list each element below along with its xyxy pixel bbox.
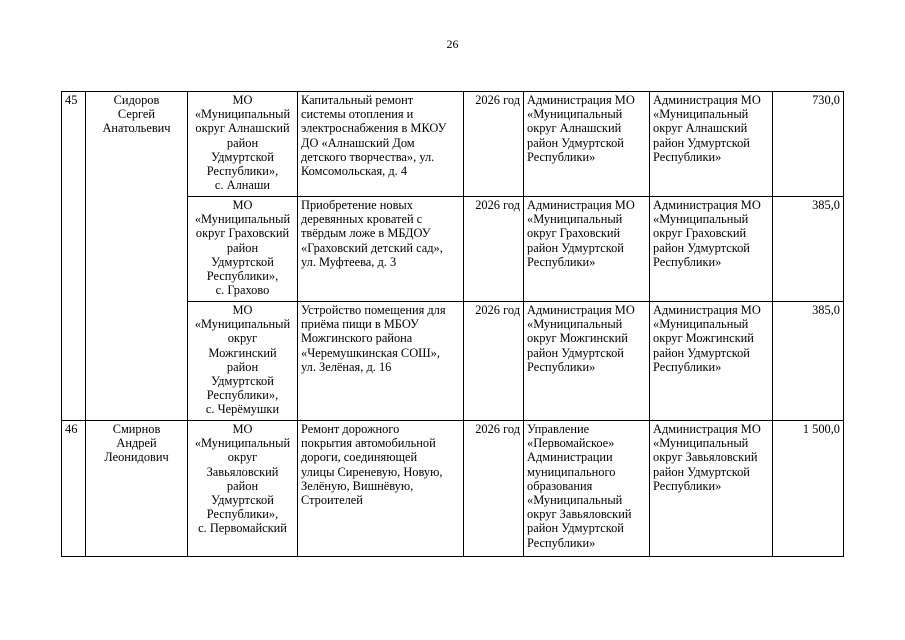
year-cell: 2026 год: [464, 92, 524, 197]
page-number: 26: [446, 37, 459, 51]
cost-cell: 1 500,0: [773, 421, 844, 557]
municipality-cell: МО «Муниципальный округ Алнашский район Удмуртской Республики», с. Алнаши: [188, 92, 298, 197]
year-cell: 2026 год: [464, 302, 524, 421]
customer-cell: Администрация МО «Муниципальный округ Алнашский район Удмуртской Республики»: [524, 92, 650, 197]
budget-table: [61, 91, 844, 557]
table-row: [62, 421, 844, 557]
deputy-name: Сидоров Сергей Анатольевич: [86, 92, 188, 421]
deputy-name: Смирнов Андрей Леонидович: [86, 421, 188, 557]
year-cell: 2026 год: [464, 197, 524, 302]
cost-cell: 385,0: [773, 197, 844, 302]
executor-cell: Администрация МО «Муниципальный округ Завьяловский район Удмуртской Республики»: [650, 421, 773, 557]
executor-cell: Администрация МО «Муниципальный округ Алнашский район Удмуртской Республики»: [650, 92, 773, 197]
cost-cell: 385,0: [773, 302, 844, 421]
work-description: Приобретение новых деревянных кроватей с твёрдым ложе в МБДОУ «Граховский детский сад», ул. Муфтеева, д. 3: [298, 197, 464, 302]
customer-cell: Управление «Первомайское» Администрации муниципального образования «Муниципальный округ Завьяловский район Удмуртской Республики»: [524, 421, 650, 557]
year-cell: 2026 год: [464, 421, 524, 557]
municipality-cell: МО «Муниципальный округ Граховский район Удмуртской Республики», с. Грахово: [188, 197, 298, 302]
municipality-cell: МО «Муниципальный округ Завьяловский район Удмуртской Республики», с. Первомайский: [188, 421, 298, 557]
executor-cell: Администрация МО «Муниципальный округ Граховский район Удмуртской Республики»: [650, 197, 773, 302]
customer-cell: Администрация МО «Муниципальный округ Граховский район Удмуртской Республики»: [524, 197, 650, 302]
table-row: [62, 92, 844, 197]
municipality-cell: МО «Муниципальный округ Можгинский район Удмуртской Республики», с. Черёмушки: [188, 302, 298, 421]
work-description: Устройство помещения для приёма пищи в МБОУ Можгинского района «Черемушкинская СОШ», ул. Зелёная, д. 16: [298, 302, 464, 421]
row-number: 46: [62, 421, 86, 557]
work-description: Капитальный ремонт системы отопления и электроснабжения в МКОУ ДО «Алнашский Дом детского творчества», ул. Комсомольская, д. 4: [298, 92, 464, 197]
row-number: 45: [62, 92, 86, 421]
cost-cell: 730,0: [773, 92, 844, 197]
executor-cell: Администрация МО «Муниципальный округ Можгинский район Удмуртской Республики»: [650, 302, 773, 421]
customer-cell: Администрация МО «Муниципальный округ Можгинский район Удмуртской Республики»: [524, 302, 650, 421]
work-description: Ремонт дорожного покрытия автомобильной дороги, соединяющей улицы Сиреневую, Новую, Зелёную, Вишнёвую, Строителей: [298, 421, 464, 557]
